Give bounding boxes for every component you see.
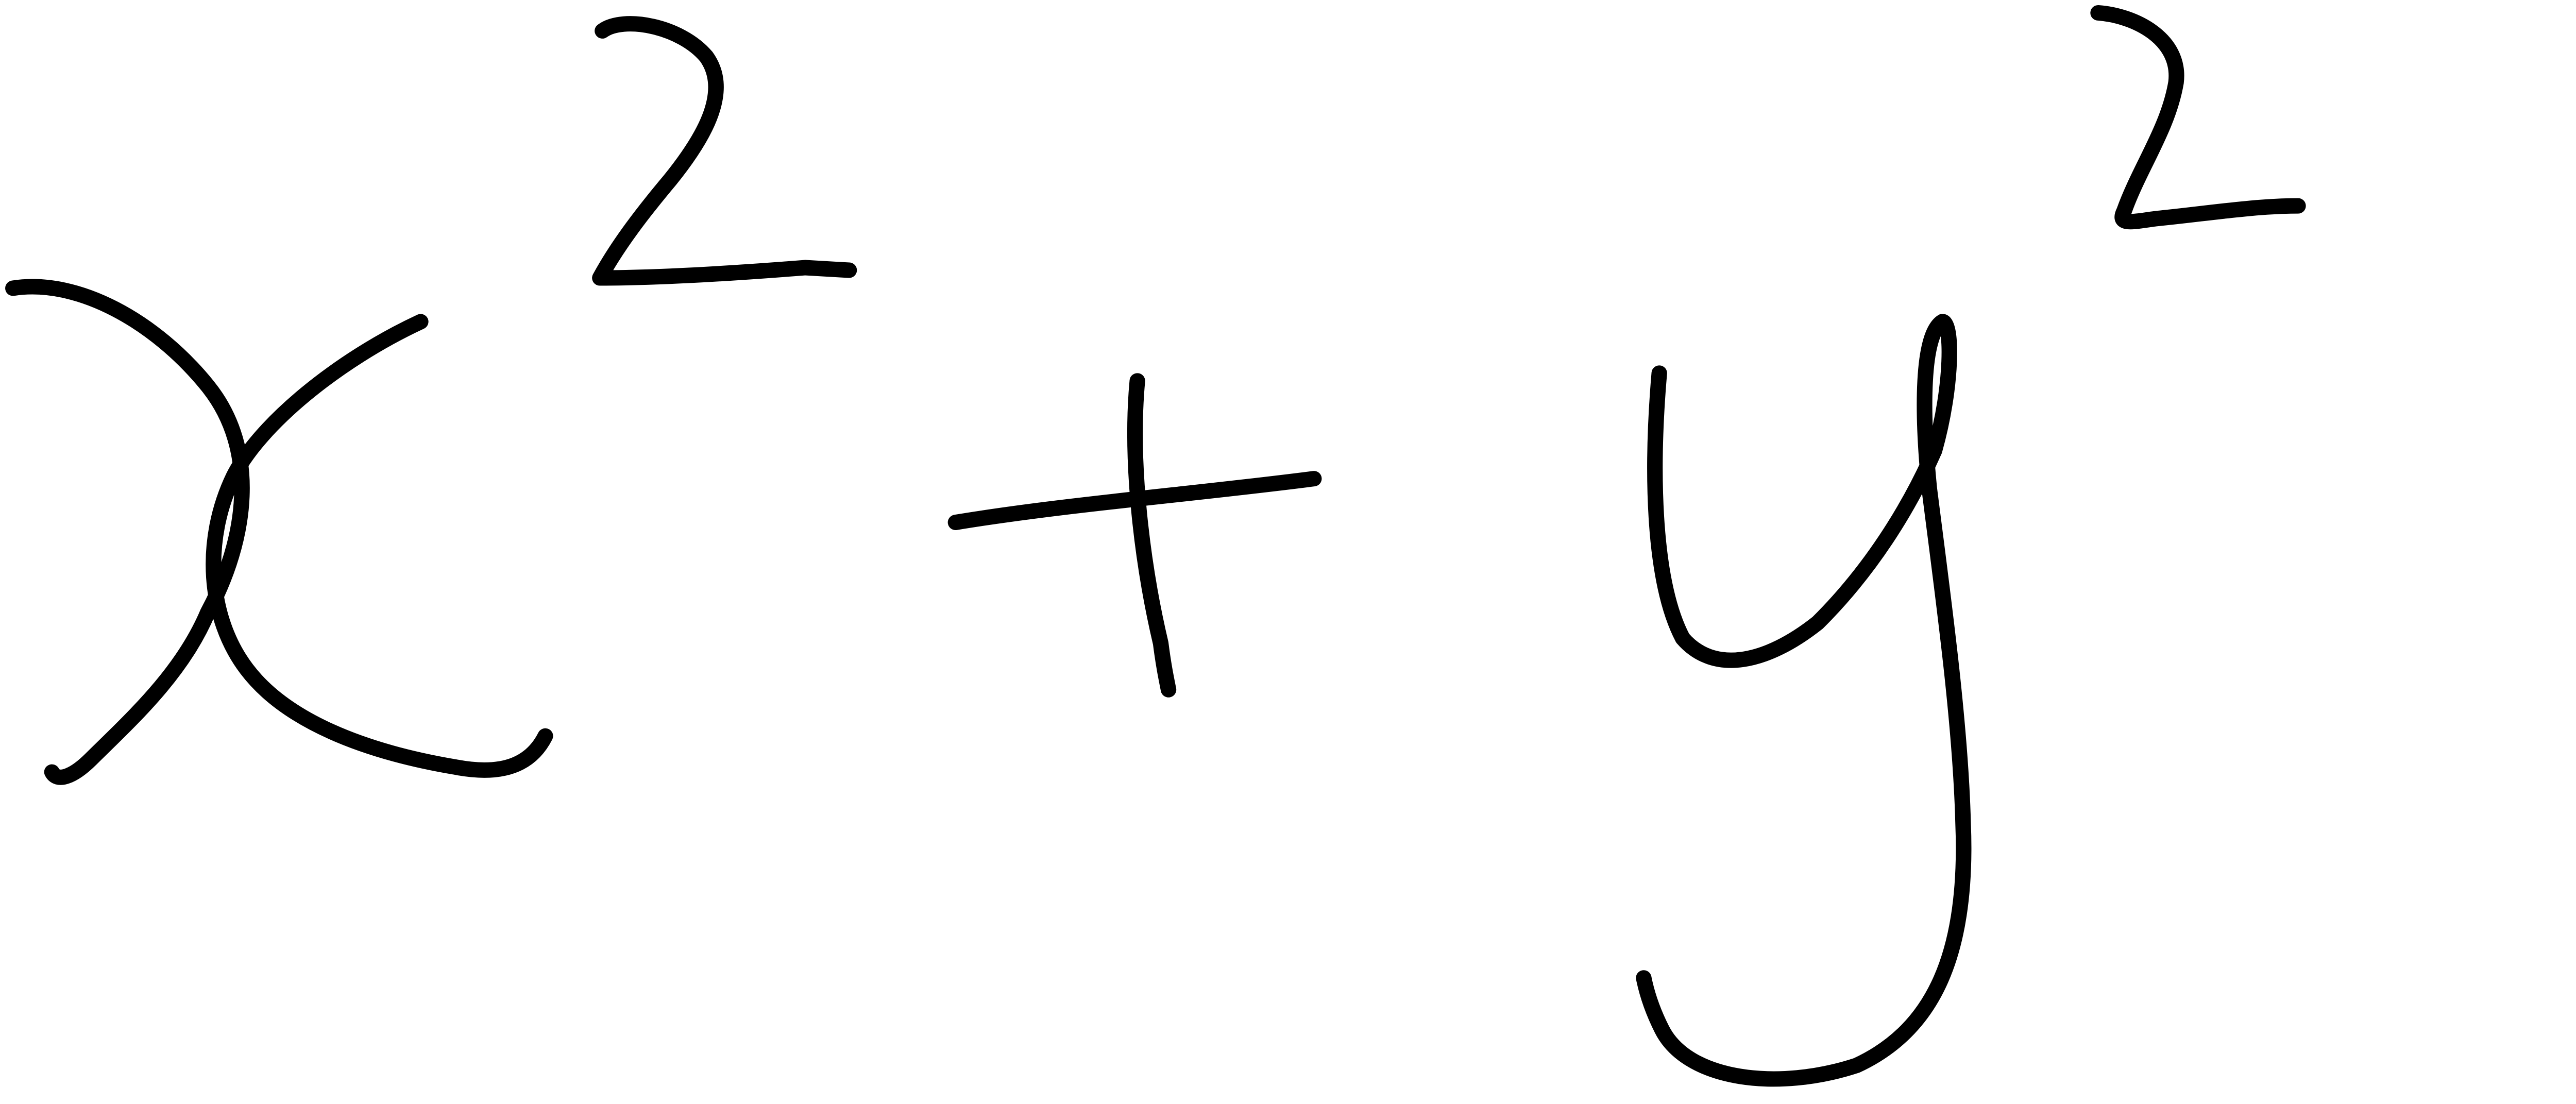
y-stroke-2 [1643, 321, 1963, 1079]
exp-2-x-stroke [600, 24, 849, 278]
exp-2-y-stroke [2098, 13, 2298, 222]
symbol-exponent-2-y [2098, 13, 2298, 222]
symbol-plus [956, 381, 1314, 689]
symbol-y [1643, 321, 1963, 1079]
x-stroke-2 [213, 321, 545, 770]
x-stroke-1 [13, 287, 242, 777]
symbol-exponent-2-x [600, 24, 849, 278]
plus-vertical [1135, 381, 1168, 689]
y-stroke-1 [1655, 373, 1935, 660]
symbol-x [13, 287, 545, 777]
